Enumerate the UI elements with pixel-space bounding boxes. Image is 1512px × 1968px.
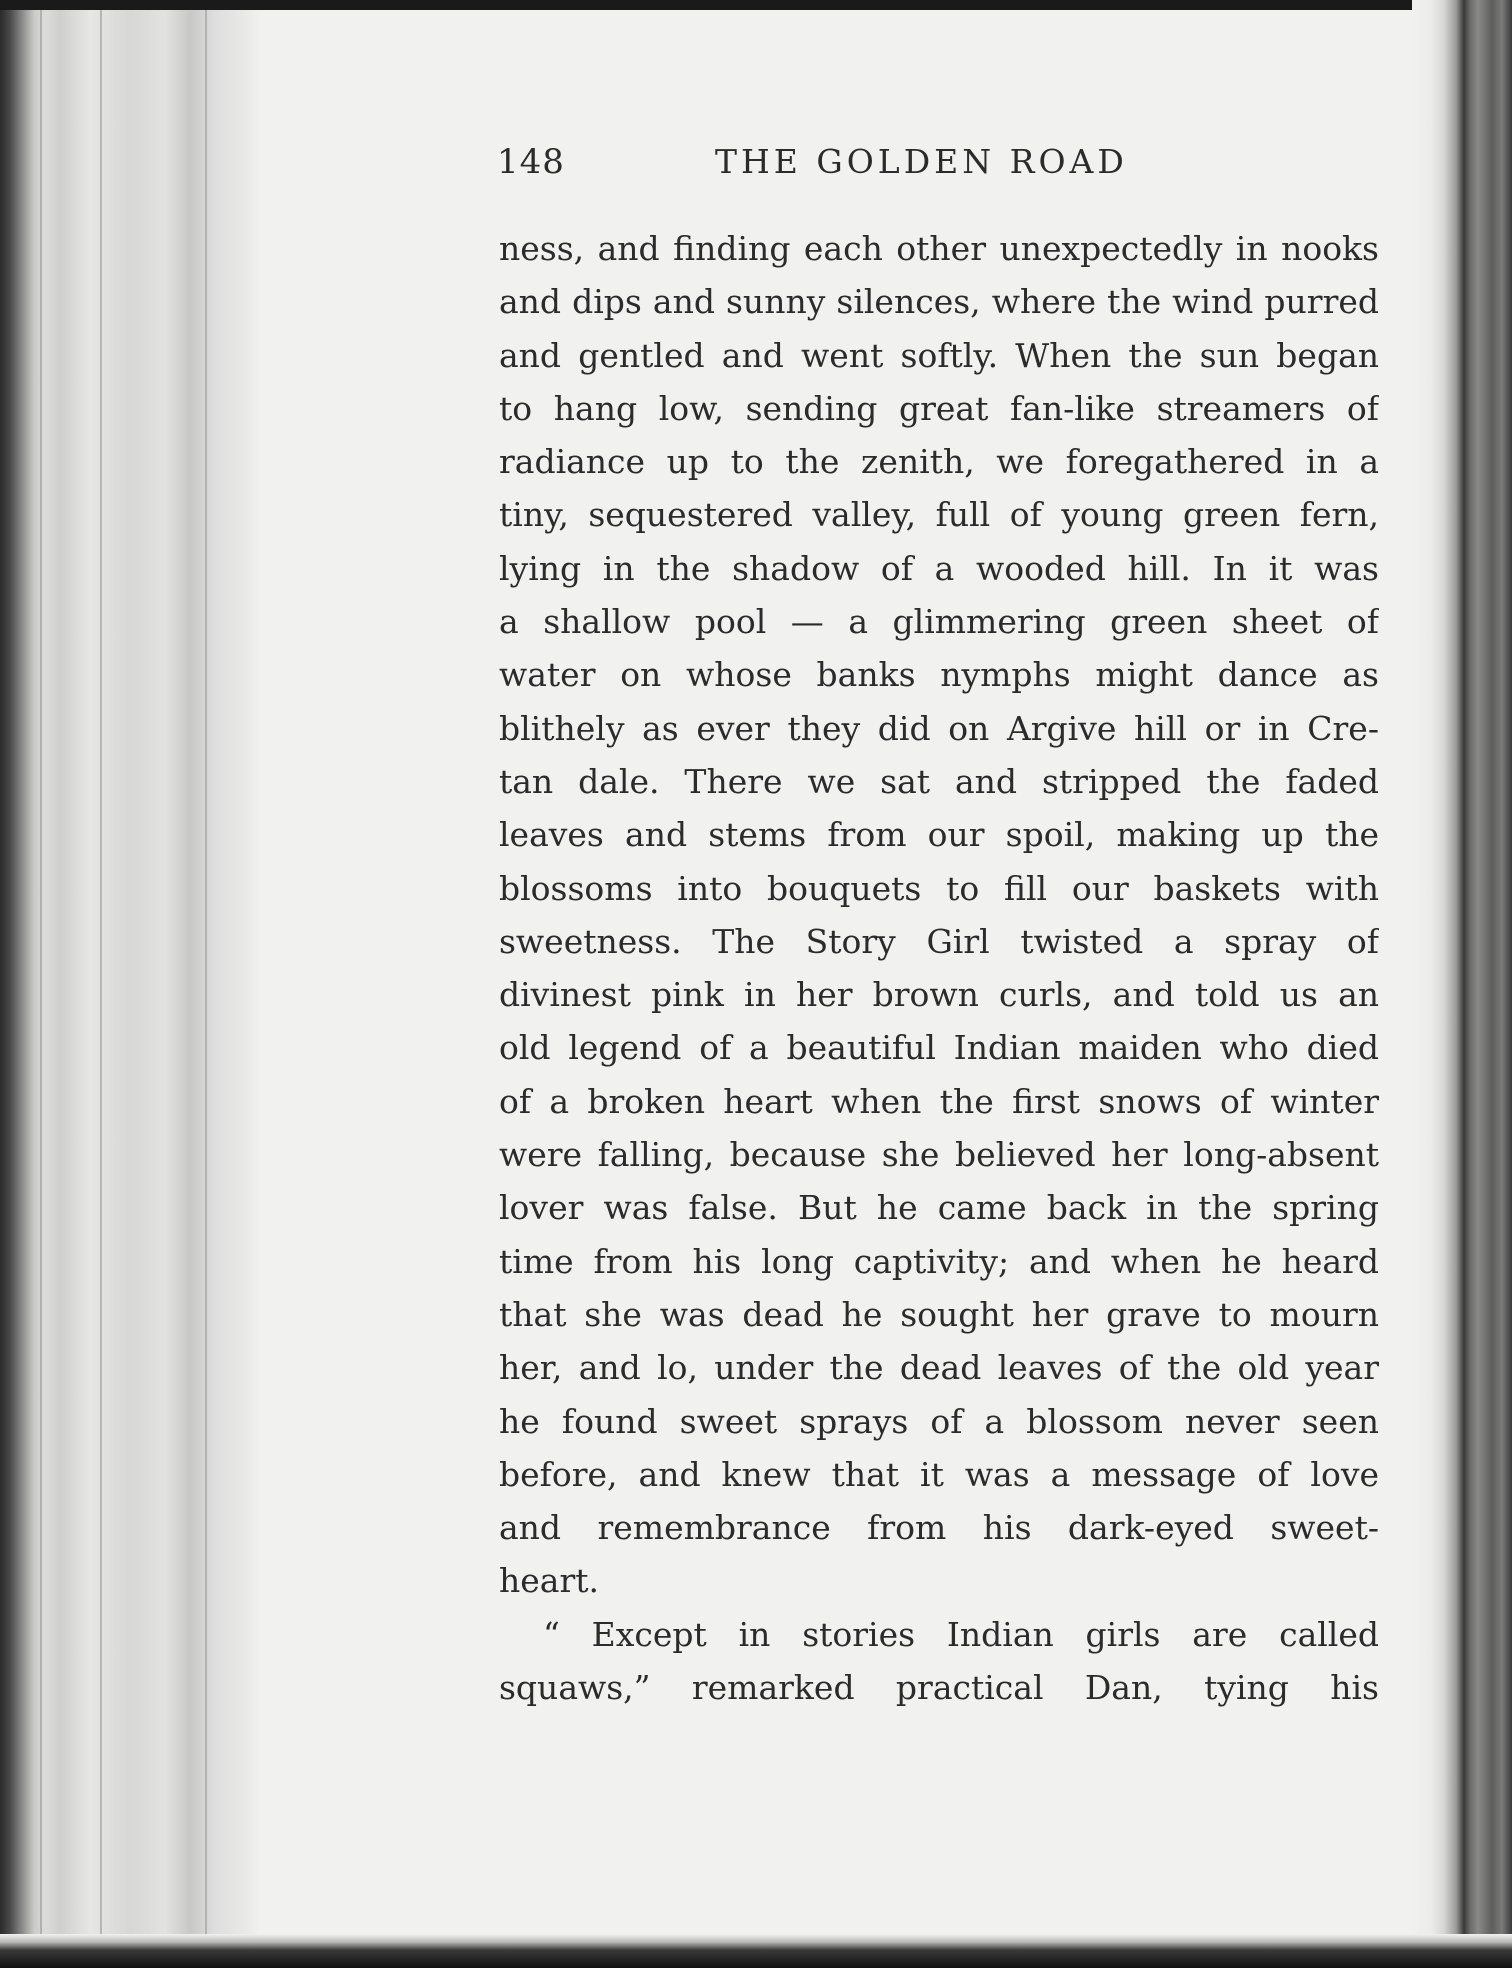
text-line: lover was false. But he came back in the spring xyxy=(499,1188,1379,1228)
text-line: he found sweet sprays of a blossom never seen xyxy=(499,1401,1379,1441)
text-line: sweetness. The Story Girl twisted a spray of xyxy=(499,921,1379,961)
book-title: THE GOLDEN ROAD xyxy=(715,142,1128,181)
text-line: and dips and sunny silences, where the wind purred xyxy=(499,282,1379,322)
gutter-line xyxy=(205,10,207,1968)
text-line: time from his long captivity; and when he heard xyxy=(499,1241,1379,1281)
text-line: before, and knew that it was a message of love xyxy=(499,1454,1379,1494)
text-line: and gentled and went softly. When the sun began xyxy=(499,335,1379,375)
text-line: squaws,” remarked practical Dan, tying his xyxy=(499,1668,1379,1708)
page-stack-edge xyxy=(1412,0,1512,1968)
text-line: blossoms into bouquets to fill our baskets with xyxy=(499,868,1379,908)
text-line: blithely as ever they did on Argive hill or in Cre- xyxy=(499,708,1379,748)
text-line: old legend of a beautiful Indian maiden who died xyxy=(499,1028,1379,1068)
text-line: heart. xyxy=(499,1561,599,1601)
text-line: ness, and finding each other unexpectedly in nooks xyxy=(499,229,1379,268)
body-text xyxy=(499,222,1379,1714)
text-line: “ Except in stories Indian girls are called xyxy=(543,1614,1379,1654)
gutter-line xyxy=(100,10,102,1968)
page-top-edge xyxy=(0,0,1512,10)
text-line: a shallow pool — a glimmering green sheet of xyxy=(499,602,1379,642)
text-line: divinest pink in her brown curls, and told us an xyxy=(499,975,1379,1015)
book-gutter xyxy=(0,10,260,1968)
text-line: radiance up to the zenith, we foregathered in a xyxy=(499,442,1379,482)
page-number: 148 xyxy=(497,142,565,182)
text-line: tan dale. There we sat and stripped the faded xyxy=(499,761,1379,801)
text-line: lying in the shadow of a wooded hill. In it was xyxy=(499,548,1379,588)
text-line: leaves and stems from our spoil, making up the xyxy=(499,815,1379,855)
text-line: were falling, because she believed her long-absent xyxy=(499,1135,1379,1175)
running-head xyxy=(497,142,1377,192)
gutter-line xyxy=(40,10,42,1968)
page-bottom-edge xyxy=(0,1934,1512,1968)
text-line: water on whose banks nymphs might dance as xyxy=(499,655,1379,695)
text-line: to hang low, sending great fan-like streamers of xyxy=(499,388,1379,428)
text-line: of a broken heart when the first snows of winter xyxy=(499,1081,1379,1121)
text-line: and remembrance from his dark-eyed sweet- xyxy=(499,1508,1379,1548)
text-line: her, and lo, under the dead leaves of the old year xyxy=(499,1348,1379,1388)
text-line: tiny, sequestered valley, full of young green fern, xyxy=(499,495,1379,535)
text-line: that she was dead he sought her grave to mourn xyxy=(499,1294,1379,1334)
